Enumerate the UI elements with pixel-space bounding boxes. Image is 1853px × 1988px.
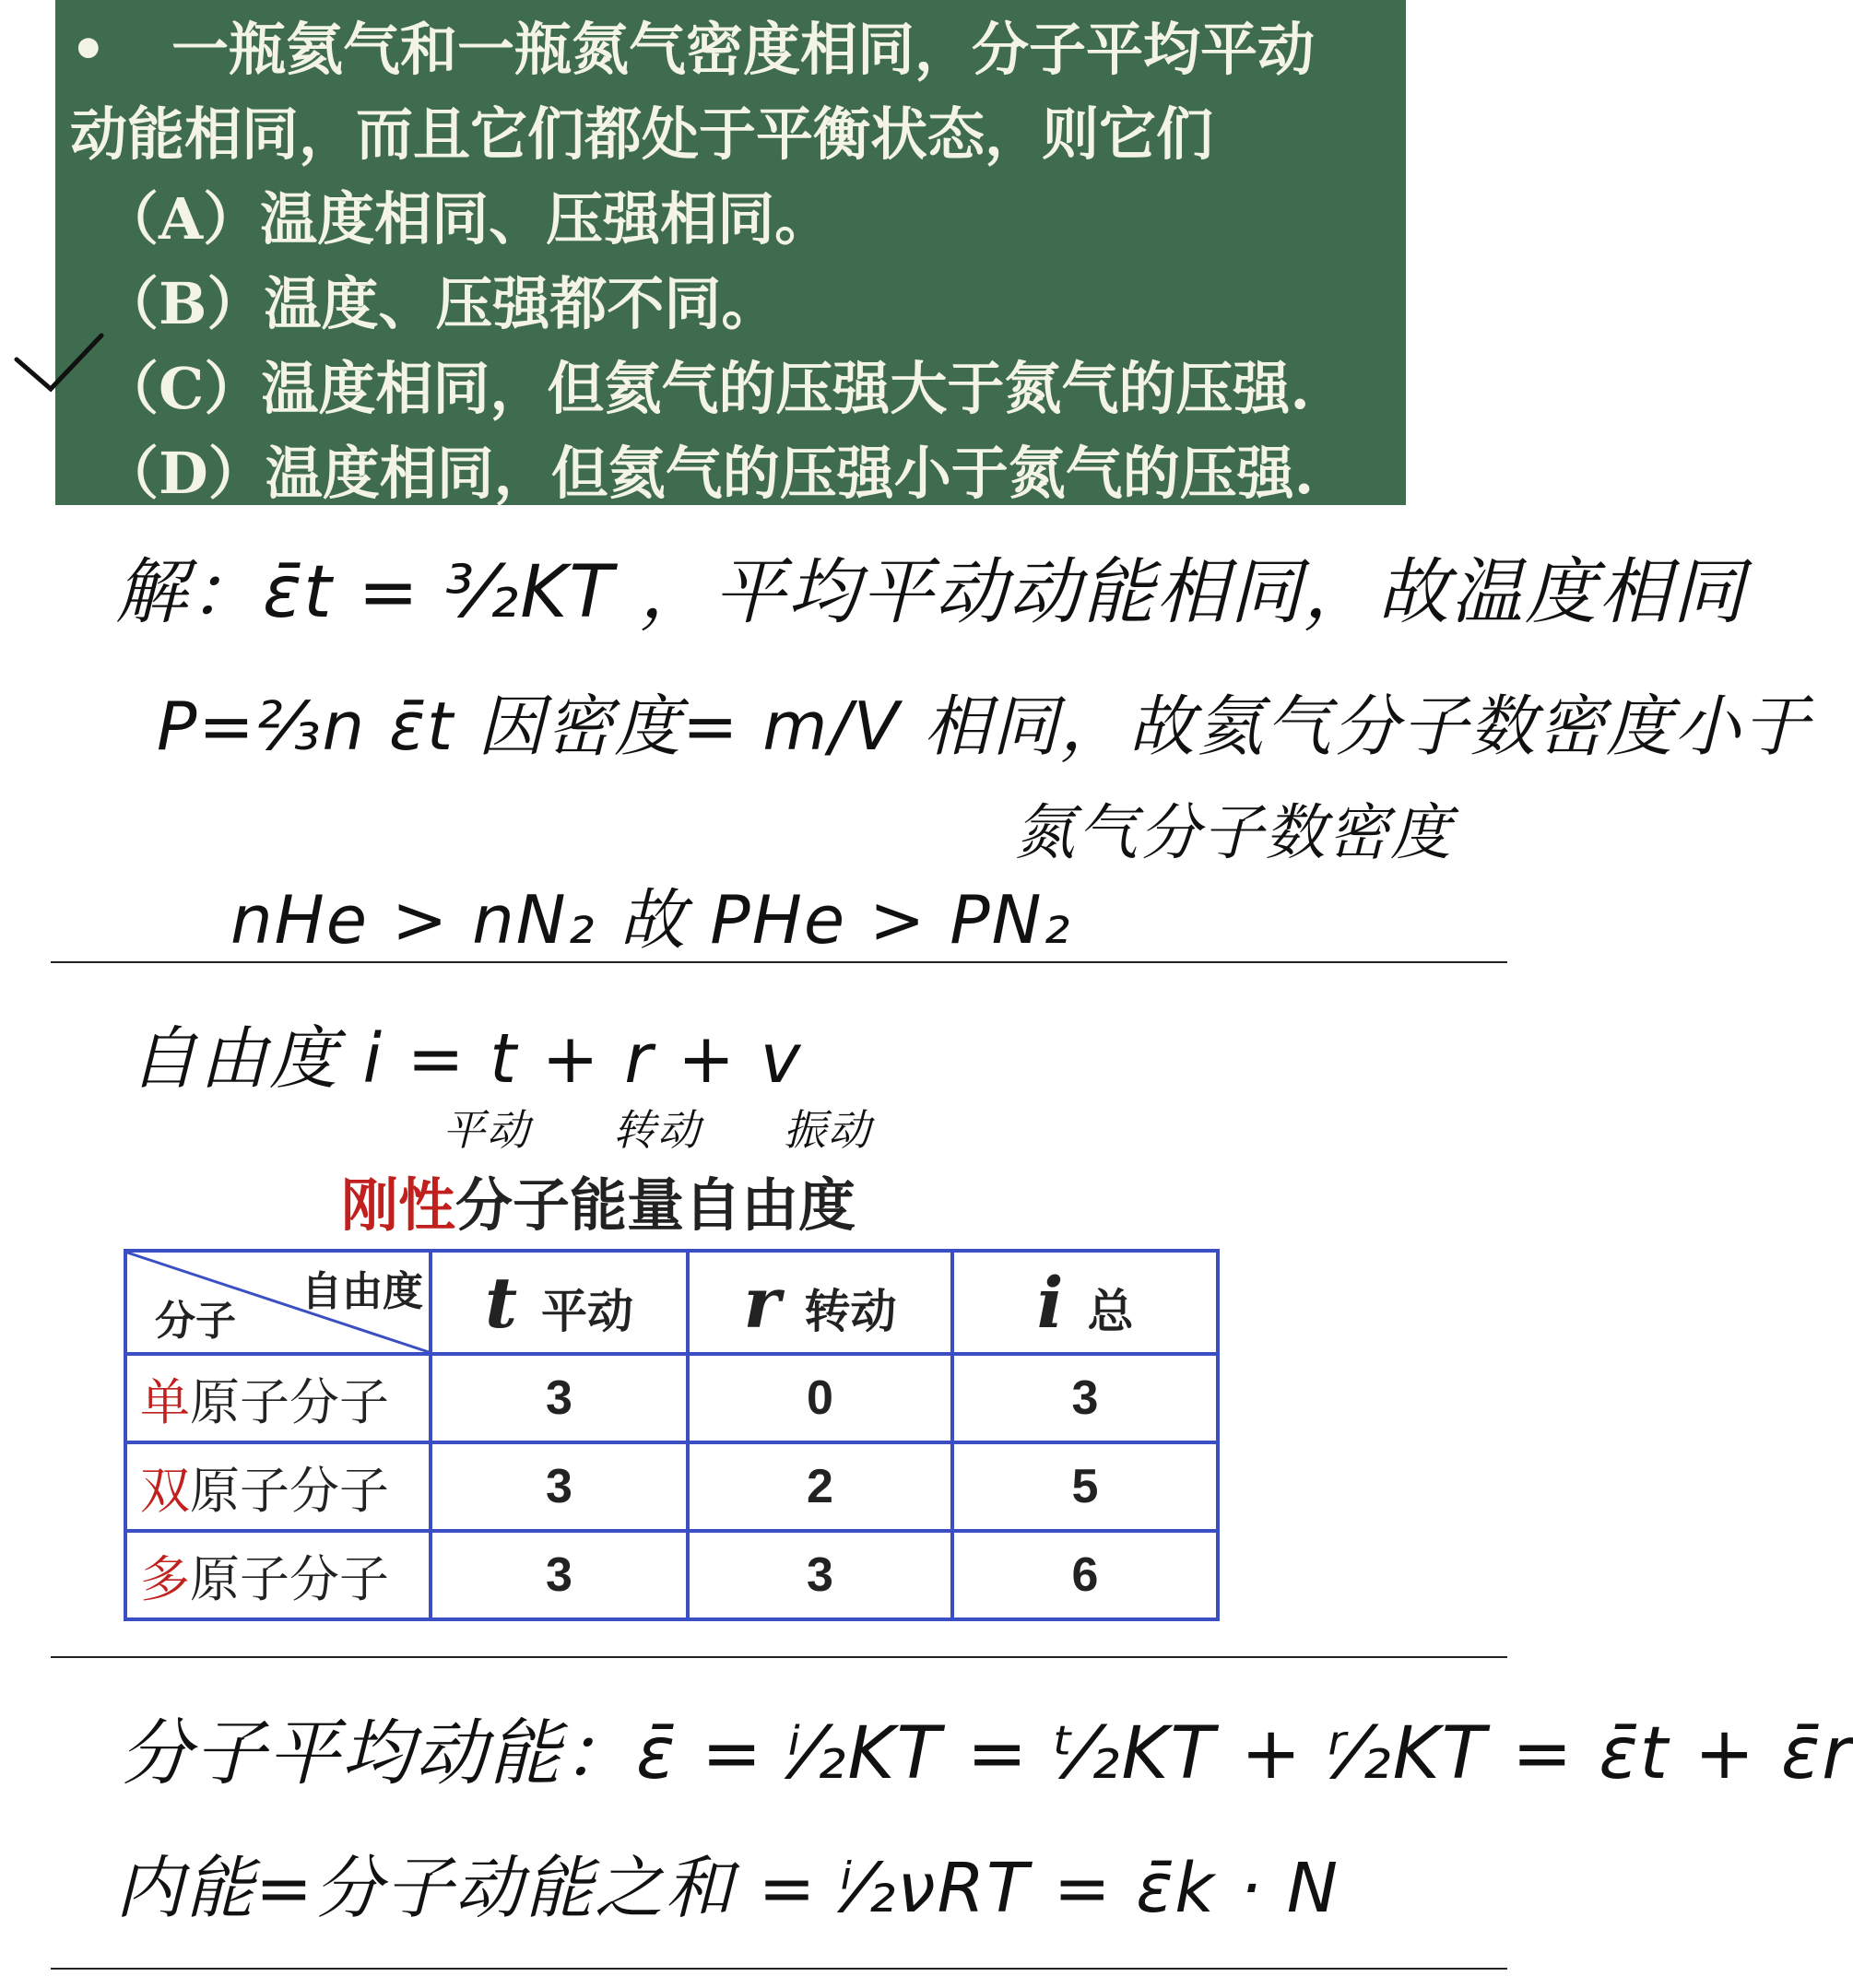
row-prefix: 单	[140, 1372, 190, 1431]
table-corner-cell	[125, 1251, 431, 1354]
header-symbol-r: r	[743, 1261, 781, 1344]
solution-line-1: 解：ε̄t = ³⁄₂KT ，平均平动动能相同，故温度相同	[115, 551, 1746, 634]
dof-formula: 自由度 i = t + r + v	[129, 1019, 803, 1099]
question-line-1	[70, 7, 1386, 92]
header-label-i: 总	[1087, 1284, 1134, 1338]
table-cell: 3	[431, 1354, 688, 1442]
table-cell: 3	[688, 1531, 952, 1619]
table-title	[341, 1159, 856, 1241]
table-cell: 3	[431, 1442, 688, 1531]
option-d: （D）温度相同，但氦气的压强小于氮气的压强.	[101, 440, 1315, 507]
row-prefix: 双	[140, 1461, 190, 1520]
table-row	[125, 1442, 1218, 1531]
row-rest: 原子分子	[190, 1549, 389, 1608]
dof-table	[124, 1249, 1220, 1621]
table-cell: 3	[952, 1354, 1218, 1442]
header-symbol-i: i	[1036, 1261, 1064, 1344]
option-c: （C）温度相同，但氦气的压强大于氮气的压强.	[101, 355, 1310, 422]
row-rest: 原子分子	[190, 1372, 389, 1431]
question-line-2: 动能相同，而且它们都处于平衡状态，则它们	[70, 100, 1214, 168]
table-cell: 6	[952, 1531, 1218, 1619]
header-total	[952, 1251, 1218, 1354]
header-translation	[431, 1251, 688, 1354]
table-cell: 0	[688, 1354, 952, 1442]
corner-bottom-label: 分子	[155, 1298, 236, 1345]
dof-label-vibration: 振动	[784, 1105, 872, 1155]
row-label-di	[125, 1442, 431, 1531]
dof-label-rotation: 转动	[613, 1105, 702, 1155]
option-a: （A）温度相同、压强相同。	[101, 185, 832, 253]
table-cell: 3	[431, 1531, 688, 1619]
row-label-mono	[125, 1354, 431, 1442]
table-header-row	[125, 1251, 1218, 1354]
divider-3	[51, 1968, 1507, 1970]
table-cell: 5	[952, 1442, 1218, 1531]
option-b: （B）温度、压强都不同。	[101, 270, 779, 337]
table-title-highlight: 刚性	[341, 1171, 456, 1239]
header-rotation	[688, 1251, 952, 1354]
solution-line-2: P=⅔n ε̄t 因密度= m/V 相同，故氦气分子数密度小于	[157, 688, 1811, 765]
table-row	[125, 1531, 1218, 1619]
solution-line-3: 氮气分子数密度	[1014, 797, 1453, 868]
kinetic-energy-formula: 分子平均动能：ε̄ = ⁱ⁄₂KT = ᵗ⁄₂KT + ʳ⁄₂KT = ε̄t + ε̄r	[120, 1712, 1853, 1795]
internal-energy-formula: 内能=分子动能之和 = ⁱ⁄₂νRT = ε̄k · N	[115, 1849, 1340, 1928]
corner-top-label: 自由度	[301, 1268, 423, 1315]
header-symbol-t: t	[484, 1261, 518, 1344]
row-label-poly	[125, 1531, 431, 1619]
checkmark-icon	[9, 332, 111, 396]
divider-2	[51, 1656, 1507, 1658]
solution-line-4: nHe > nN₂ 故 PHe > PN₂	[230, 881, 1072, 959]
dof-label-translation: 平动	[443, 1105, 531, 1155]
header-label-t: 平动	[541, 1284, 634, 1338]
divider-1	[51, 961, 1507, 963]
question-text-1: 一瓶氦气和一瓶氮气密度相同，分子平均平动	[171, 16, 1316, 83]
row-rest: 原子分子	[190, 1461, 389, 1520]
bullet-icon: •	[70, 16, 107, 83]
table-row	[125, 1354, 1218, 1442]
header-label-r: 转动	[804, 1284, 897, 1338]
row-prefix: 多	[140, 1549, 190, 1608]
table-cell: 2	[688, 1442, 952, 1531]
question-board	[55, 0, 1406, 505]
table-title-rest: 分子能量自由度	[455, 1171, 856, 1239]
